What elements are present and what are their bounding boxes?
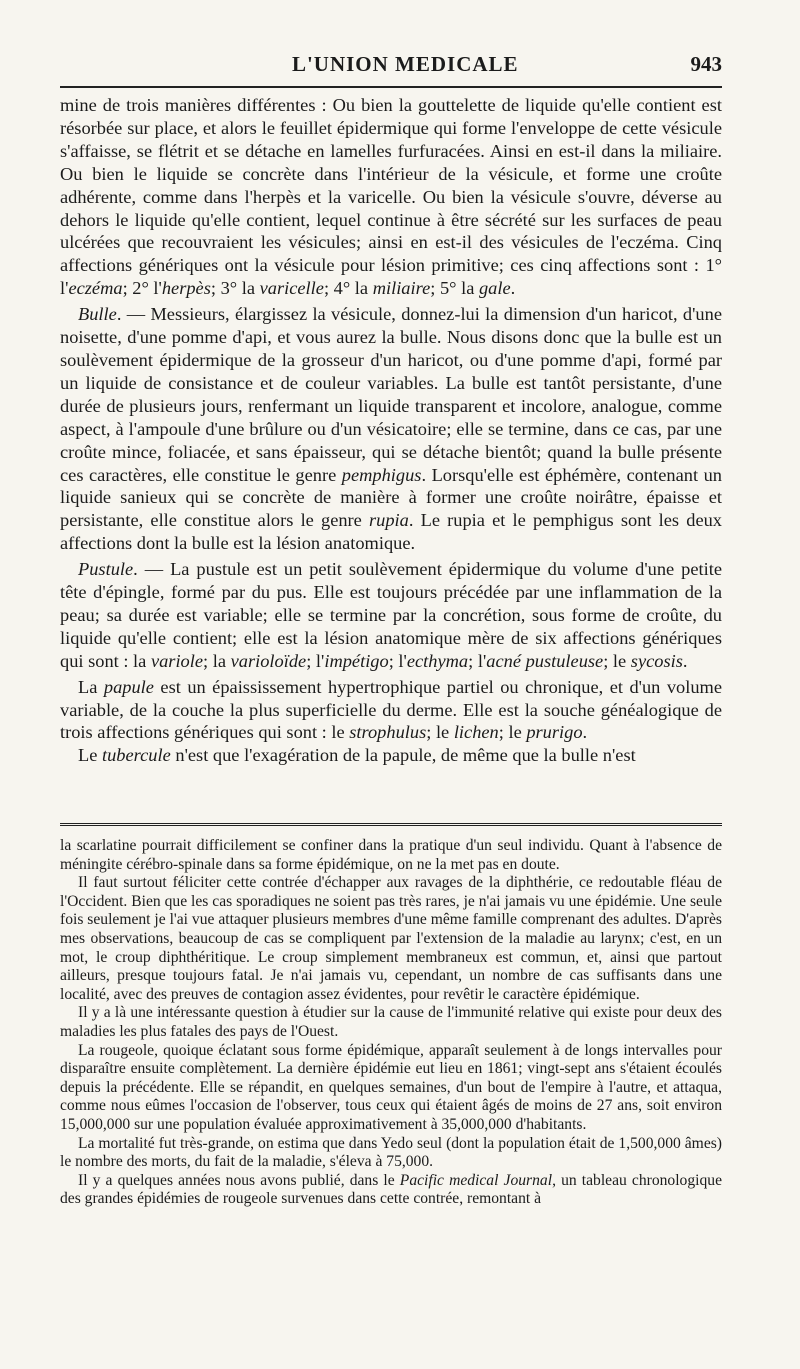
text-run: ; 4° la [323, 278, 373, 299]
text-run: . [510, 278, 516, 299]
footnote-paragraph: La mortalité fut très-grande, on estima que dans Yedo seul (dont la population était de 1,500,000 âmes) le nombre des morts, du fait de la maladie, s'éleva à 75,000. [60, 1134, 722, 1171]
paragraph-pustule [60, 558, 722, 673]
paragraph-bulle [60, 303, 722, 555]
text-run: . [582, 722, 588, 743]
term-sycosis: sycosis [630, 650, 683, 671]
text-run: Le [78, 745, 102, 766]
term-miliaire: miliaire [372, 278, 431, 299]
section-heading-pustule: Pustule [78, 559, 134, 580]
footnote-paragraph: Il y a là une intéressante question à étudier sur la cause de l'immunité relative qui existe pour deux des maladies les plus fatales des pays de l'Ouest. [60, 1004, 722, 1040]
text-run: . — La pustule est un petit soulèvement épidermique du volume d'une petite tête d'épingle, formé par du pus. Elle est toujours précédée par une inflammation de la peau; sa durée est variable; elle se termine par la concrétion, sous forme de croûte, du liquide qu'elle contient; elle est la lésion anatomique mère de six affections génériques qui sont : la [60, 559, 722, 671]
text-run: ; 3° la [210, 278, 260, 299]
term-gale: gale [478, 278, 511, 299]
text-run: ; le [603, 650, 631, 671]
journal-title: L'UNION MEDICALE [291, 52, 519, 76]
text-run: ; le [498, 722, 527, 743]
term-tubercule: tubercule [102, 745, 171, 766]
main-text [60, 94, 722, 767]
text-run: mine de trois manières différentes : Ou bien la gouttelette de liquide qu'elle contient est résorbée sur place, et alors le feuillet épidermique qui forme l'enveloppe de cette vésicule s'affaisse, se flétrit et se détache en lamelles furfuracées. Ainsi en est-il dans la miliaire. Ou bien le liquide se concrète dans l'intérieur de la vésicule, et forme une croûte adhérente, comme dans l'herpès et la varicelle. Ou bien la vésicule s'ouvre, déverse au dehors le liquide qu'elle contient, lequel continue à être sécrété sur les surfaces de peau ulcérées que recouvraient les vésicules; ainsi en est-il des vésicules de l'eczéma. Cinq affections génériques ont la vésicule pour lésion primitive; ces cinq affections sont : 1° l' [60, 95, 722, 299]
term-strophulus: strophulus [349, 722, 427, 743]
term-pemphigus: pemphigus [341, 464, 422, 485]
term-varioloide: varioloïde [230, 650, 307, 671]
paragraph-papule [60, 676, 722, 745]
term-rupia: rupia [369, 510, 409, 531]
text-run: . Le rupia et le pemphigus sont les deux affections dont la bulle est la lésion anatomique. [60, 510, 722, 554]
text-run: ; la [203, 650, 231, 671]
section-heading-bulle: Bulle [78, 304, 117, 325]
paragraph-vesicule [60, 94, 722, 300]
footnote-rule [60, 823, 722, 829]
term-papule: papule [103, 676, 154, 697]
text-run: . [682, 650, 688, 671]
term-varicelle: varicelle [259, 278, 324, 299]
text-run: ; 2° l' [122, 278, 162, 299]
text-run: est un épaississement hypertrophique partiel ou chronique, et d'un volume variable, de la couche la plus superficielle du derme. Elle est la souche généalogique de trois affections génériques qui sont : le [60, 676, 722, 743]
text-run: ; l' [468, 650, 487, 671]
term-herpes: herpès [161, 278, 211, 299]
header-rule [60, 86, 722, 88]
text-run: . Lorsqu'elle est éphémère, contenant un liquide sanieux qui se concrète de manière à former une croûte noirâtre, épaisse et persistante, elle constitue alors le genre [60, 464, 722, 531]
term-ecthyma: ecthyma [406, 650, 469, 671]
term-impetigo: impétigo [324, 650, 389, 671]
footnote-paragraph [60, 1172, 722, 1209]
footnote-paragraph: La rougeole, quoique éclatant sous forme épidémique, apparaît seulement à de longs intervalles pour disparaître ensuite complètement. La dernière épidémie eut lieu en 1861; vingt-sept ans s'étaient écoulés depuis la précédente. Elle se répandit, en quelques semaines, d'un bout de l'empire à l'autre, et attaqua, comme nous eûmes l'occasion de l'observer, tous ceux qui étaient âgés de moins de 27 ans, soit environ 15,000,000 sur une population évaluée approximativement à 35,000,000 d'habitants. [60, 1041, 722, 1133]
text-run: ; le [426, 722, 454, 743]
term-prurigo: prurigo [526, 722, 583, 743]
page-number: 943 [690, 52, 722, 76]
text-run: n'est que l'exagération de la papule, de même que la bulle n'est [170, 745, 636, 766]
text-run: ; l' [388, 650, 407, 671]
text-run: La [78, 676, 104, 697]
text-run: ; l' [306, 650, 325, 671]
text-run: . — Messieurs, élargissez la vésicule, donnez-lui la dimension d'un haricot, d'une noisette, d'une pomme d'api, et vous aurez la bulle. Nous disons donc que la bulle est un soulèvement épidermique de la grosseur d'un haricot, ou d'une pomme d'api, formé par un liquide de consistance et de couleur variables. La bulle est tantôt persistante, d'une durée de plusieurs jours, renfermant un liquide transparent et incolore, analogue, comme aspect, à l'ampoule d'une brûlure ou d'un vésicatoire; elle se termine, dans ce cas, par une croûte mince, foliacée, et sans épaisseur, qui se détache bientôt; quand la bulle présente ces caractères, elle constitue le genre [60, 304, 722, 485]
text-run: , un tableau chronologique des grandes épidémies de rougeole survenues dans cette contrée, remontant à [60, 1171, 722, 1208]
term-eczema: eczéma [68, 278, 123, 299]
paragraph-tubercule [60, 744, 722, 767]
term-acne-pustuleuse: acné pustuleuse [486, 650, 604, 671]
text-run: ; 5° la [430, 278, 479, 299]
term-variole: variole [150, 650, 204, 671]
footnote-paragraph: la scarlatine pourrait difficilement se confiner dans la pratique d'un seul individu. Quant à l'absence de méningite cérébro-spinale dans sa forme épidémique, on ne la met pas en doute. [60, 837, 722, 873]
footnote-paragraph: Il faut surtout féliciter cette contrée d'échapper aux ravages de la diphthérie, ce redoutable fléau de l'Occident. Bien que les cas sporadiques ne soient pas très rares, je n'ai jamais vu une épidémie. Une seule fois seulement je l'ai vue attaquer plusieurs membres d'une même famille comprenant des adultes. D'après mes observations, beaucoup de cas se compliquent par l'extension de la maladie au larynx; c'est, en un mot, le croup diphthéritique. Le croup simplement membraneux est commun, et, ainsi que partout ailleurs, presque toujours fatal. Je n'ai jamais vu, cependant, un nombre de cas suffisants dans une localité, avec des preuves de contagion assez évidentes, pour revêtir le caractère épidémique. [60, 874, 722, 1003]
term-lichen: lichen [453, 722, 499, 743]
footnote-text [60, 837, 722, 1209]
journal-name: Pacific medical Journal [399, 1171, 553, 1189]
running-header [60, 52, 722, 82]
text-run: Il y a quelques années nous avons publié, dans le [78, 1171, 400, 1189]
